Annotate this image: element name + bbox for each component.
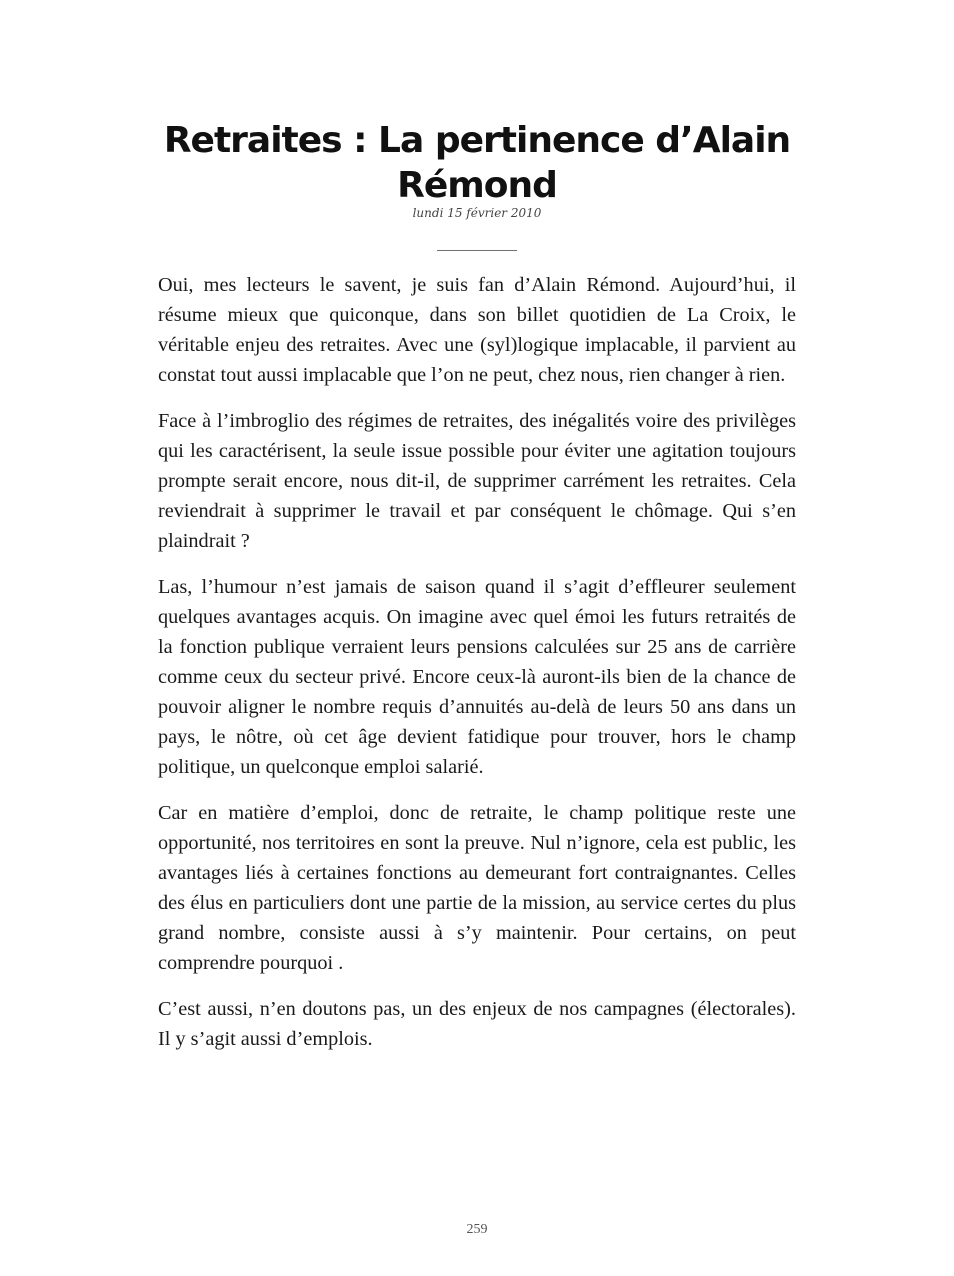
article-title: Retraites : La pertinence d’Alain Rémond	[163, 120, 791, 206]
title-separator: __________	[437, 232, 517, 251]
paragraph-5: C’est aussi, n’en doutons pas, un des enjeux de nos campagnes (électorales). Il y s’agit aussi d’emplois.	[158, 998, 796, 1050]
paragraph-2: Face à l’imbroglio des régimes de retraites, des inégalités voire des privilèges qui les caractérisent, la seule issue possible pour éviter une agitation toujours prompte serait encore, nous dit-il, de supprimer carrément les retraites. Cela reviendrait à supprimer le travail et par conséquent le chômage. Qui s’en plaindrait ?	[158, 410, 796, 552]
paragraph-3: Las, l’humour n’est jamais de saison quand il s’agit d’effleurer seulement quelques avantages acquis. On imagine avec quel émoi les futurs retraités de la fonction publique verraient leurs pensions calculées sur 25 ans de carrière comme ceux du secteur privé. Encore ceux-là auront-ils bien de la chance de pouvoir aligner le nombre requis d’annuités au-delà de leurs 50 ans dans un pays, le nôtre, où cet âge devient fatidique pour trouver, hors le champ politique, un quelconque emploi salarié.	[158, 576, 796, 778]
page-number: 259	[466, 1222, 488, 1237]
article-date: lundi 15 février 2010	[412, 206, 542, 220]
paragraph-1: Oui, mes lecteurs le savent, je suis fan d’Alain Rémond. Aujourd’hui, il résume mieux que quiconque, dans son billet quotidien de La Croix, le véritable enjeu des retraites. Avec une (syl)logique implacable, il parvient au constat tout aussi implacable que l’on ne peut, chez nous, rien changer à rien.	[158, 274, 796, 386]
article-body	[158, 270, 796, 1070]
paragraph-4: Car en matière d’emploi, donc de retraite, le champ politique reste une opportunité, nos territoires en sont la preuve. Nul n’ignore, cela est public, les avantages liés à certaines fonctions au demeurant fort contraignantes. Celles des élus en particuliers dont une partie de la mission, au service certes du plus grand nombre, consiste aussi à s’y maintenir. Pour certains, on peut comprendre pourquoi .	[158, 802, 796, 974]
